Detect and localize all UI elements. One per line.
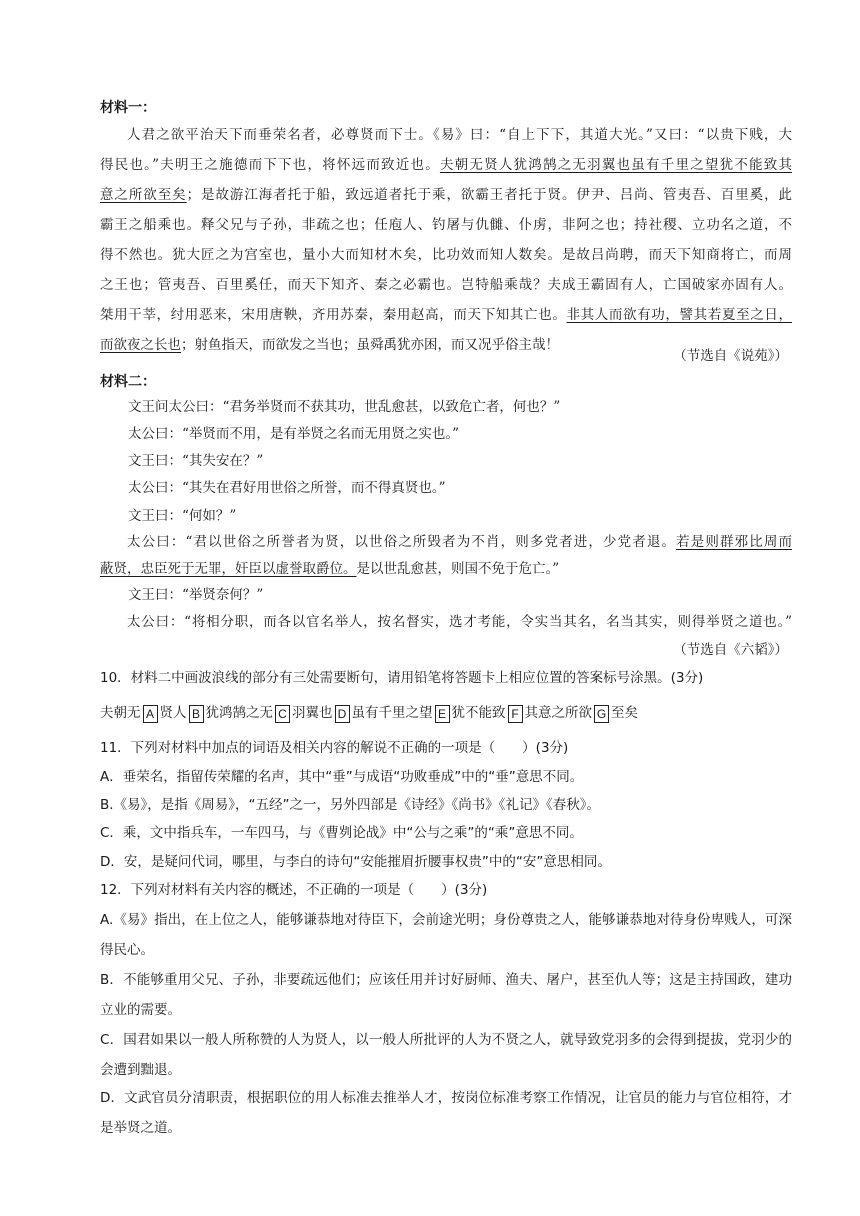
question-11-option-a[interactable]: A．垂荣名，指留传荣耀的名声，其中“垂”与成语“功败垂成”中的“垂”意思不同。 [100, 769, 584, 785]
question-12-stem: 12．下列对材料有关内容的概述，不正确的一项是（ ）(3分) [100, 882, 488, 898]
material1-line: 而欲夜之长也；射鱼指天，而欲发之当也；虽舜禹犹亦困，而又况乎俗主哉！ [100, 337, 559, 353]
break-mark-g[interactable]: G [594, 705, 609, 723]
dialogue-line: 太公曰：“举贤而不用，是有举贤之名而无用贤之实也。” [128, 426, 460, 442]
material2-source: （节选自《六韬》） [673, 642, 788, 658]
break-mark-d[interactable]: D [335, 705, 350, 723]
underlined-sentence: 若是则群邪比周而 [676, 534, 792, 550]
question-11-stem: 11．下列对材料中加点的词语及相关内容的解说不正确的一项是（ ）(3分) [100, 740, 569, 756]
material1-line: 桀用干莘，纣用恶来，宋用唐鞅，齐用苏秦，秦用赵高，而天下知其亡也。非其人而欲有功，譬其若夏至之日， [100, 307, 792, 323]
break-mark-e[interactable]: E [435, 705, 450, 723]
underlined-sentence: 蔽贤，忠臣死于无罪，奸臣以虚誉取爵位。 [100, 561, 357, 577]
material1-line: 得民也。”夫明王之施德而下下也，将怀远而致近也。夫朝无贤人犹鸿鹄之无羽翼也虽有千里之望犹不能致其 [100, 157, 792, 173]
question-11-option-d[interactable]: D．安，是疑问代词，哪里，与李白的诗句“安能摧眉折腰事权贵”中的“安”意思相同。 [100, 854, 611, 870]
material1-source: （节选自《说苑》） [673, 348, 788, 364]
question-11-option-b[interactable]: B.《易》，是指《周易》，“五经”之一，另外四部是《诗经》《尚书》《礼记》《春秋》。 [100, 797, 601, 813]
material1-line: 意之所欲至矣；是故游江海者托于船，致远道者托于乘，欲霸王者托于贤。伊尹、吕尚、管夷吾、百里奚，此 [100, 187, 793, 203]
dialogue-line: 太公曰：“将相分职，而各以官名举人，按名督实，选才考能，令实当其名，名当其实，则得举贤之道也。” [127, 614, 792, 630]
dialogue-line: 文王问太公曰：“君务举贤而不获其功，世乱愈甚，以致危亡者，何也？” [128, 399, 561, 415]
question-11-option-c[interactable]: C．乘，文中指兵车，一车四马，与《曹刿论战》中“公与之乘”的“乘”意思不同。 [100, 825, 583, 841]
material1-heading: 材料一： [100, 100, 156, 116]
material1-line: 得不然也。犹大匠之为宫室也，量小大而知材木矣，比功效而知人数矣。是故吕尚聘，而天下知商将亡，而周 [100, 247, 792, 263]
underlined-sentence: 夫朝无贤人犹鸿鹄之无羽翼也虽有千里之望犹不能致其 [439, 157, 792, 173]
break-mark-b[interactable]: B [189, 705, 204, 723]
dialogue-line: 文王曰：“其失安在？” [128, 453, 264, 469]
question-12-option-c[interactable]: C．国君如果以一般人所称赞的人为贤人，以一般人所批评的人为不贤之人，就导致党羽多的会得到提拔，党羽少的会遭到黜退。 [100, 1032, 792, 1078]
question-12-option-d[interactable]: D．文武官员分清职责，根据职位的用人标准去推举人才，按岗位标准考察工作情况，让官员的能力与官位相符，才是举贤之道。 [100, 1090, 792, 1136]
material2-heading: 材料二： [100, 374, 156, 390]
break-mark-f[interactable]: F [508, 705, 523, 723]
material1-line: 人君之欲平治天下而垂荣名者，必尊贤而下士。《易》曰：“自上下下，其道大光。”又曰：“以贵下贱，大 [127, 127, 792, 143]
question-10-stem: 10．材料二中画波浪线的部分有三处需要断句，请用铅笔将答题卡上相应位置的答案标号涂黑。(3分) [100, 670, 704, 686]
dialogue-line: 文王曰：“举贤奈何？” [128, 587, 264, 603]
underlined-sentence: 非其人而欲有功，譬其若夏至之日， [566, 307, 792, 323]
dialogue-line: 太公曰：“君以世俗之所誉者为贤，以世俗之所毁者为不肖，则多党者进，少党者退。若是则群邪比周而 [127, 534, 792, 550]
underlined-sentence: 意之所欲至矣 [100, 187, 187, 203]
dialogue-line: 太公曰：“其失在君好用世俗之所誉，而不得真贤也。” [128, 480, 446, 496]
break-mark-c[interactable]: C [275, 705, 290, 723]
underlined-sentence: 而欲夜之长也 [100, 337, 181, 353]
question-12-option-b[interactable]: B．不能够重用父兄、子孙，非要疏远他们；应该任用并讨好厨师、渔夫、屠户，甚至仇人等；这是主持国政，建功立业的需要。 [100, 972, 792, 1018]
dialogue-line: 文王曰：“何如？” [128, 508, 237, 524]
material1-line: 霸王之船乘也。释父兄与子孙，非疏之也；任庖人、钓屠与仇雠、仆虏，非阿之也；持社稷、立功名之道，不 [100, 217, 792, 233]
dialogue-line: 蔽贤，忠臣死于无罪，奸臣以虚誉取爵位。是以世乱愈甚，则国不免于危亡。” [100, 561, 560, 577]
sentence-break-choices: 夫朝无 A 贤人 B 犹鸿鹄之无 C 羽翼也 D 虽有千里之望 E 犹不能致 F 其意之所欲 G 至矣 [100, 705, 638, 721]
material1-line: 之王也；管夷吾、百里奚任，而天下知齐、秦之必霸也。岂特船乘哉？夫成王霸固有人，亡国破家亦固有人。 [100, 277, 792, 293]
break-mark-a[interactable]: A [143, 705, 158, 723]
question-12-option-a[interactable]: A.《易》指出，在上位之人，能够谦恭地对待臣下，会前途光明；身份尊贵之人，能够谦恭地对待身份卑贱人，可深得民心。 [100, 912, 792, 958]
